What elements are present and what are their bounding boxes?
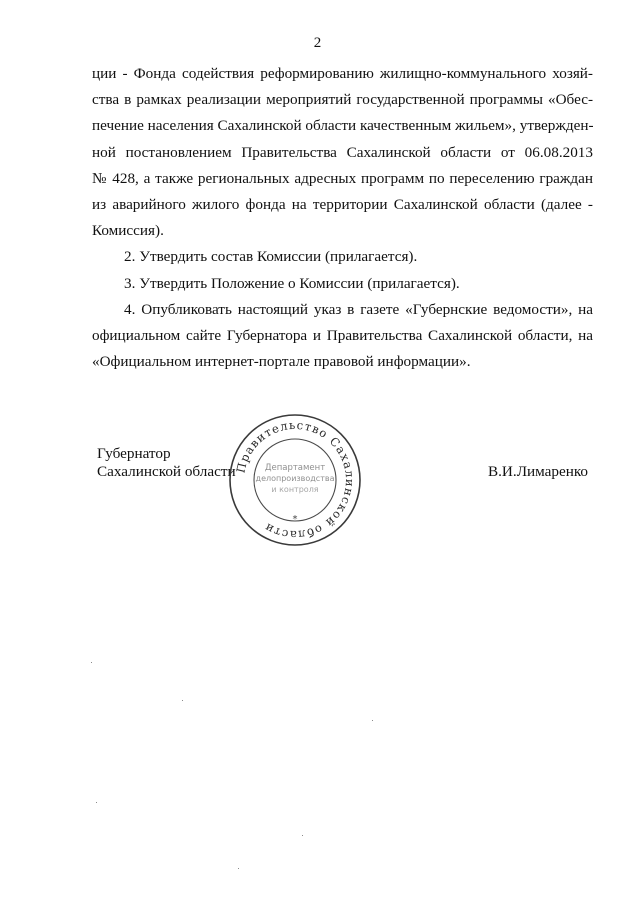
seal-star-icon: * — [292, 514, 298, 525]
seal-center-line: делопроизводства — [255, 474, 335, 483]
document-body — [92, 61, 593, 375]
seal-ring-text-path: Правительство Сахалинской области — [233, 417, 358, 543]
position-line: Губернатор — [97, 445, 171, 462]
item-4-line: 4. Опубликовать настоящий указ в газете «Губернские ведомости», на — [124, 300, 593, 318]
scan-speck — [372, 720, 373, 721]
paragraph-line: ства в рамках реализации мероприятий государственной программы «Обес- — [92, 91, 593, 109]
item-4-line: «Официальном интернет-портале правовой информации». — [92, 353, 471, 371]
signatory-name: В.И.Лимаренко — [488, 463, 589, 480]
scan-speck — [238, 868, 239, 869]
seal-center-line: Департамент — [264, 463, 326, 473]
paragraph-line: из аварийного жилого фонда на территории Сахалинской области (далее - — [92, 195, 593, 213]
official-seal — [227, 412, 363, 548]
position-line: Сахалинской области — [97, 463, 236, 480]
paragraph-line: печение населения Сахалинской области качественным жильем», утвержден- — [92, 117, 594, 135]
scan-speck — [91, 662, 92, 663]
seal-graphic — [227, 412, 363, 548]
seal-center-line: и контроля — [271, 485, 319, 494]
paragraph-line: ции - Фонда содействия реформированию жилищно-коммунального хозяй- — [92, 65, 593, 82]
signatory-position — [97, 445, 236, 481]
item-4-line: официальном сайте Губернатора и Правительства Сахалинской области, на — [92, 326, 593, 344]
scan-speck — [182, 700, 183, 701]
item-2-line: 2. Утвердить состав Комиссии (прилагается). — [124, 248, 418, 266]
scan-speck — [96, 802, 97, 803]
page-number: 2 — [313, 35, 322, 51]
scan-speck — [302, 835, 303, 836]
item-3-line: 3. Утвердить Положение о Комиссии (прилагается). — [124, 274, 460, 292]
paragraph-line: ной постановлением Правительства Сахалинской области от 06.08.2013 — [92, 143, 593, 161]
paragraph-line: Комиссия). — [92, 222, 164, 240]
paragraph-line: № 428, а также региональных адресных программ по переселению граждан — [92, 169, 593, 187]
